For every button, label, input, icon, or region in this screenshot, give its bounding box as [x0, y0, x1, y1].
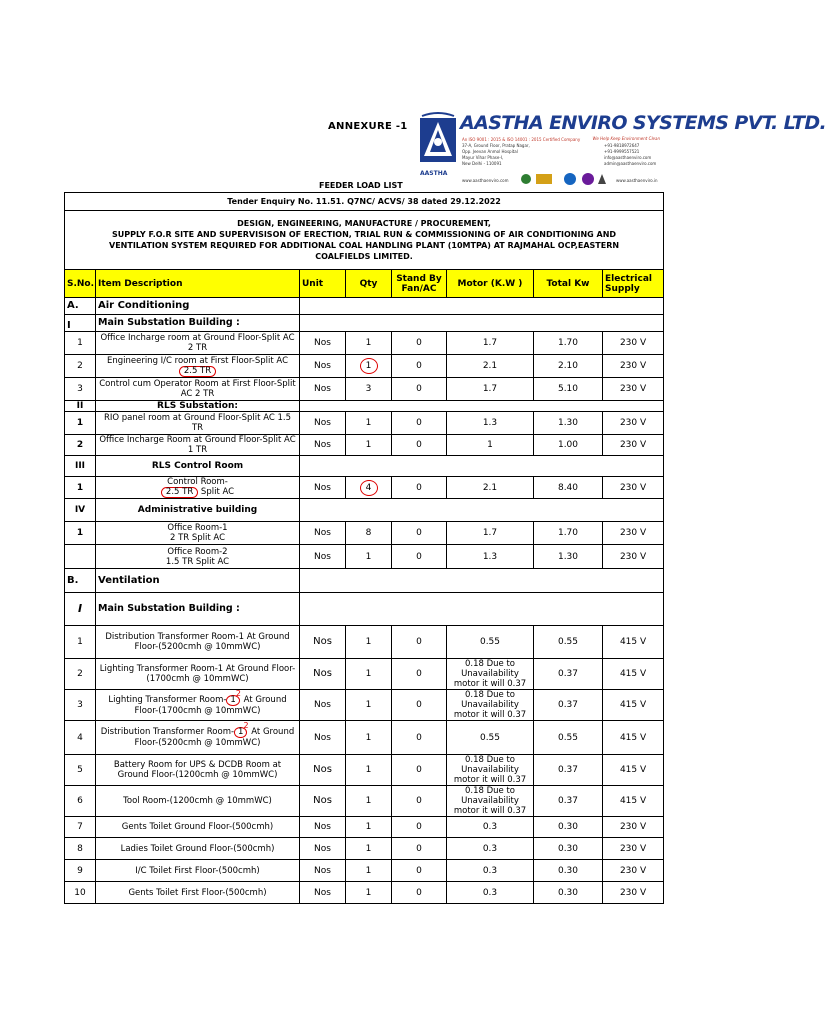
row-electrical-supply: 230 V	[603, 412, 664, 435]
row-electrical-supply: 230 V	[603, 332, 664, 355]
row-sno: 8	[65, 838, 96, 860]
qty-value: 1	[365, 637, 372, 647]
section-label: Main Substation Building :	[96, 315, 300, 332]
row-motor: 1.3	[447, 545, 534, 569]
qty-value: 1	[365, 865, 372, 876]
row-sno: 9	[65, 860, 96, 882]
row-electrical-supply: 415 V	[603, 721, 664, 755]
tender-enquiry: Tender Enquiry No. 11.51. Q7NC/ ACVS/ 38 dated 29.12.2022	[65, 193, 664, 211]
description-text-end: At Ground Floor-(5200cmh @ 10mmWC)	[134, 727, 295, 748]
row-total-kw: 8.40	[534, 477, 603, 499]
row-total-kw: 1.00	[534, 435, 603, 456]
table-row	[65, 817, 664, 838]
row-description	[96, 882, 300, 904]
description-text-end: At Ground Floor-(1700cmh @ 10mmWC)	[134, 694, 287, 716]
tender-row	[65, 193, 664, 211]
row-description	[96, 817, 300, 838]
row-unit: Nos	[300, 522, 346, 545]
section-label: Main Substation Building :	[96, 593, 300, 626]
row-unit: Nos	[300, 477, 346, 499]
company-address: 37-A, Ground Floor, Pratap Nagar, Opp. Jeevan Anmol Hospital Mayur Vihar Phase-I, New Delhi - 110091	[462, 143, 530, 166]
row-qty	[346, 838, 392, 860]
row-unit: Nos	[300, 378, 346, 401]
row-sno: 1	[65, 522, 96, 545]
feeder-title: FEEDER LOAD LIST	[319, 181, 403, 190]
row-unit: Nos	[300, 721, 346, 755]
row-sno: 2	[65, 355, 96, 378]
row-sno: 2	[65, 659, 96, 690]
company-emblem-icon	[418, 112, 458, 174]
certification-text: An ISO 9001 : 2015 & ISO 14001 : 2015 Certified Company	[462, 137, 581, 142]
row-standby: 0	[392, 755, 447, 786]
row-total-kw: 2.10	[534, 355, 603, 378]
title-line: DESIGN, ENGINEERING, MANUFACTURE / PROCUREMENT,	[237, 219, 491, 228]
row-standby: 0	[392, 690, 447, 721]
row-motor: 1	[447, 435, 534, 456]
col-total-kw: Total Kw	[534, 270, 603, 298]
description-text: Lighting Transformer Room-	[108, 694, 227, 705]
row-unit: Nos	[300, 690, 346, 721]
row-description	[96, 545, 300, 569]
row-description	[96, 332, 300, 355]
row-qty	[346, 786, 392, 817]
row-total-kw: 0.37	[534, 755, 603, 786]
row-sno: 1	[65, 477, 96, 499]
row-total-kw: 0.30	[534, 817, 603, 838]
row-standby: 0	[392, 882, 447, 904]
row-motor: 0.3	[447, 882, 534, 904]
col-sno: S.No.	[65, 270, 96, 298]
row-sno: 4	[65, 721, 96, 755]
row-standby: 0	[392, 355, 447, 378]
description-text: I/C Toilet First Floor-(500cmh)	[135, 865, 260, 876]
company-name: AASTHA ENVIRO SYSTEMS PVT. LTD.	[460, 112, 826, 134]
table-row	[65, 355, 664, 378]
row-qty	[346, 412, 392, 435]
row-motor: 2.1	[447, 477, 534, 499]
row-description	[96, 412, 300, 435]
description-text: Lighting Transformer Room-1 At Ground Floor-(1700cmh @ 10mmWC)	[99, 664, 296, 684]
description-text: Control Room-	[167, 477, 228, 487]
row-motor: 0.18 Due to Unavailability motor it will 0.37	[447, 755, 534, 786]
description-text: Engineering I/C room at First Floor-Split AC	[106, 355, 289, 366]
row-unit: Nos	[300, 412, 346, 435]
row-sno: 3	[65, 378, 96, 401]
row-description	[96, 355, 300, 378]
section-number: B.	[65, 569, 96, 593]
row-qty	[346, 355, 392, 378]
table-row	[65, 412, 664, 435]
description-text: Distribution Transformer Room-	[100, 727, 235, 737]
red-circled-mark: 2.5 TR	[179, 366, 216, 377]
row-description	[96, 477, 300, 499]
row-description	[96, 522, 300, 545]
row-qty	[346, 860, 392, 882]
row-total-kw: 1.30	[534, 412, 603, 435]
section-row	[65, 401, 664, 412]
title-line: VENTILATION SYSTEM REQUIRED FOR ADDITIONAL COAL HANDLING PLANT (10MTPA) AT RAJMAHAL OCP,EASTERN	[109, 241, 620, 250]
row-motor: 0.18 Due to Unavailability motor it will 0.37	[447, 690, 534, 721]
slogan-text: We Help Keep Environment Clean	[592, 136, 660, 141]
description-text: Office Incharge Room at Ground Floor-Split AC 1 TR	[99, 435, 296, 455]
row-motor: 0.55	[447, 626, 534, 659]
section-label: RLS Substation:	[96, 401, 300, 412]
row-standby: 0	[392, 860, 447, 882]
row-electrical-supply: 230 V	[603, 522, 664, 545]
annexure-label: ANNEXURE -1	[328, 121, 408, 132]
row-unit: Nos	[300, 332, 346, 355]
row-standby: 0	[392, 545, 447, 569]
qty-value: 1	[365, 887, 372, 898]
row-standby: 0	[392, 721, 447, 755]
row-description	[96, 378, 300, 401]
section-filler	[300, 569, 664, 593]
section-number: III	[65, 456, 96, 477]
row-electrical-supply: 230 V	[603, 860, 664, 882]
row-motor: 0.18 Due to Unavailability motor it will 0.37	[447, 659, 534, 690]
section-row	[65, 315, 664, 332]
row-total-kw: 0.55	[534, 721, 603, 755]
row-qty	[346, 817, 392, 838]
row-unit: Nos	[300, 355, 346, 378]
row-total-kw: 0.30	[534, 838, 603, 860]
website-right[interactable]: www.aasthaenviro.in	[616, 178, 658, 183]
row-electrical-supply: 230 V	[603, 882, 664, 904]
description-text: Office Room-2 1.5 TR Split AC	[165, 546, 230, 567]
row-standby: 0	[392, 786, 447, 817]
row-sno: 1	[65, 412, 96, 435]
brand-text: AASTHA	[420, 170, 448, 177]
row-description	[96, 435, 300, 456]
row-electrical-supply: 415 V	[603, 659, 664, 690]
row-motor: 2.1	[447, 355, 534, 378]
row-sno: 6	[65, 786, 96, 817]
row-electrical-supply: 230 V	[603, 477, 664, 499]
section-number: II	[65, 401, 96, 412]
section-number: I	[65, 593, 96, 626]
row-description	[96, 786, 300, 817]
row-sno: 5	[65, 755, 96, 786]
section-filler	[300, 593, 664, 626]
feeder-load-table	[64, 192, 664, 904]
section-label: Ventilation	[96, 569, 300, 593]
row-sno: 1	[65, 332, 96, 355]
row-unit: Nos	[300, 882, 346, 904]
description-text: Office Incharge room at Ground Floor-Split AC 2 TR	[100, 333, 295, 353]
title-line: COALFIELDS LIMITED.	[315, 252, 413, 261]
row-total-kw: 0.30	[534, 860, 603, 882]
section-filler	[300, 315, 664, 332]
row-standby: 0	[392, 477, 447, 499]
row-sno	[65, 545, 96, 569]
row-description	[96, 690, 300, 721]
row-qty	[346, 477, 392, 499]
section-filler	[300, 456, 664, 477]
row-qty	[346, 721, 392, 755]
row-total-kw: 5.10	[534, 378, 603, 401]
qty-value: 1	[365, 551, 372, 562]
row-total-kw: 1.70	[534, 332, 603, 355]
table-row	[65, 626, 664, 659]
row-electrical-supply: 230 V	[603, 817, 664, 838]
row-qty	[346, 755, 392, 786]
col-item-description: Item Description	[96, 270, 300, 298]
description-text: RIO panel room at Ground Floor-Split AC 1.5 TR	[103, 413, 292, 433]
section-filler	[300, 298, 664, 315]
description-text-end: Split AC	[198, 487, 235, 497]
row-unit: Nos	[300, 786, 346, 817]
row-sno: 1	[65, 626, 96, 659]
row-qty	[346, 882, 392, 904]
row-motor: 1.7	[447, 522, 534, 545]
table-row	[65, 786, 664, 817]
row-unit: Nos	[300, 435, 346, 456]
row-qty	[346, 659, 392, 690]
table-row	[65, 435, 664, 456]
row-standby: 0	[392, 659, 447, 690]
row-sno: 2	[65, 435, 96, 456]
row-total-kw: 1.70	[534, 522, 603, 545]
row-motor: 0.55	[447, 721, 534, 755]
section-number: I	[65, 315, 96, 332]
website-left[interactable]: www.aasthaenviro.com	[462, 178, 509, 183]
row-description	[96, 755, 300, 786]
col-unit: Unit	[300, 270, 346, 298]
row-electrical-supply: 415 V	[603, 755, 664, 786]
row-total-kw: 0.30	[534, 882, 603, 904]
row-unit: Nos	[300, 860, 346, 882]
description-text: Battery Room for UPS & DCDB Room at Ground Floor-(1200cmh @ 10mmWC)	[113, 760, 282, 780]
row-total-kw: 0.37	[534, 659, 603, 690]
section-filler	[300, 401, 664, 412]
section-row	[65, 298, 664, 315]
row-qty	[346, 626, 392, 659]
row-electrical-supply: 230 V	[603, 545, 664, 569]
table-row	[65, 721, 664, 755]
qty-value: 1	[365, 669, 372, 679]
description-text: Ladies Toilet Ground Floor-(500cmh)	[120, 843, 275, 854]
qty-value: 1	[365, 796, 372, 806]
col-motor: Motor (K.W )	[447, 270, 534, 298]
qty-value: 1	[365, 843, 372, 854]
row-standby: 0	[392, 838, 447, 860]
row-unit: Nos	[300, 545, 346, 569]
red-circled-mark: 2.5 TR	[161, 487, 198, 498]
row-electrical-supply: 415 V	[603, 626, 664, 659]
row-electrical-supply: 230 V	[603, 435, 664, 456]
row-sno: 10	[65, 882, 96, 904]
description-text: Gents Toilet First Floor-(500cmh)	[128, 887, 267, 898]
row-electrical-supply: 230 V	[603, 355, 664, 378]
table-row	[65, 690, 664, 721]
section-row	[65, 499, 664, 522]
red-correction-mark: 2	[235, 688, 241, 698]
section-label: RLS Control Room	[96, 456, 300, 477]
row-total-kw: 0.37	[534, 690, 603, 721]
qty-value: 1	[360, 358, 378, 374]
section-row	[65, 569, 664, 593]
description-text: Distribution Transformer Room-1 At Ground Floor-(5200cmh @ 10mmWC)	[105, 632, 290, 652]
section-row	[65, 593, 664, 626]
company-logo-block	[418, 112, 826, 192]
row-standby: 0	[392, 817, 447, 838]
row-total-kw: 0.37	[534, 786, 603, 817]
row-motor: 1.7	[447, 378, 534, 401]
section-number: A.	[65, 298, 96, 315]
row-unit: Nos	[300, 659, 346, 690]
row-description	[96, 626, 300, 659]
red-circled-number: 1	[234, 727, 247, 738]
section-filler	[300, 499, 664, 522]
row-unit: Nos	[300, 755, 346, 786]
row-qty	[346, 378, 392, 401]
qty-value: 1	[365, 338, 372, 348]
col-electrical-supply: Electrical Supply	[603, 270, 664, 298]
description-text: Tool Room-(1200cmh @ 10mmWC)	[123, 796, 272, 806]
section-label: Air Conditioning	[96, 298, 300, 315]
row-motor: 1.7	[447, 332, 534, 355]
row-unit: Nos	[300, 626, 346, 659]
qty-value: 3	[365, 384, 372, 394]
table-row	[65, 882, 664, 904]
description-text: Gents Toilet Ground Floor-(500cmh)	[121, 822, 274, 832]
qty-value: 1	[365, 418, 372, 428]
table-row	[65, 860, 664, 882]
table-row	[65, 477, 664, 499]
row-electrical-supply: 415 V	[603, 690, 664, 721]
row-standby: 0	[392, 378, 447, 401]
qty-value: 1	[365, 732, 372, 743]
description-text: Office Room-1 2 TR Split AC	[167, 523, 228, 543]
title-line: SUPPLY F.O.R SITE AND SUPERVISISON OF ERECTION, TRIAL RUN & COMMISSIONING OF AIR CONDITIONING AND	[112, 230, 617, 239]
row-qty	[346, 522, 392, 545]
row-qty	[346, 435, 392, 456]
row-unit: Nos	[300, 838, 346, 860]
table-row	[65, 332, 664, 355]
row-standby: 0	[392, 332, 447, 355]
col-standby: Stand By Fan/AC	[392, 270, 447, 298]
row-motor: 1.3	[447, 412, 534, 435]
row-electrical-supply: 230 V	[603, 838, 664, 860]
qty-value: 1	[365, 765, 372, 775]
project-title	[65, 211, 664, 270]
row-motor: 0.3	[447, 817, 534, 838]
table-row	[65, 755, 664, 786]
red-circled-number: 1	[226, 695, 239, 706]
qty-value: 1	[365, 822, 372, 832]
col-qty: Qty	[346, 270, 392, 298]
column-header-row	[65, 270, 664, 298]
table-row	[65, 838, 664, 860]
row-total-kw: 0.55	[534, 626, 603, 659]
row-standby: 0	[392, 626, 447, 659]
row-total-kw: 1.30	[534, 545, 603, 569]
row-electrical-supply: 415 V	[603, 786, 664, 817]
row-sno: 7	[65, 817, 96, 838]
qty-value: 8	[365, 528, 372, 538]
row-qty	[346, 690, 392, 721]
table-row	[65, 522, 664, 545]
row-description	[96, 721, 300, 755]
row-description	[96, 659, 300, 690]
table-row	[65, 378, 664, 401]
company-contact: +91-9818972647 +91-9999557521 info@aasthaenviro.com admin@aasthaenviro.com	[604, 143, 657, 166]
row-sno: 3	[65, 690, 96, 721]
row-description	[96, 838, 300, 860]
row-motor: 0.3	[447, 860, 534, 882]
section-label: Administrative building	[96, 499, 300, 522]
row-motor: 0.3	[447, 838, 534, 860]
certification-marks-icon	[518, 172, 608, 186]
row-standby: 0	[392, 412, 447, 435]
project-title-row	[65, 211, 664, 270]
row-electrical-supply: 230 V	[603, 378, 664, 401]
row-qty	[346, 332, 392, 355]
description-text: Control cum Operator Room at First Floor-Split AC 2 TR	[99, 379, 296, 399]
section-row	[65, 456, 664, 477]
row-standby: 0	[392, 435, 447, 456]
qty-value: 4	[360, 480, 378, 496]
row-description	[96, 860, 300, 882]
section-number: IV	[65, 499, 96, 522]
qty-value: 1	[365, 700, 372, 710]
row-unit: Nos	[300, 817, 346, 838]
row-qty	[346, 545, 392, 569]
qty-value: 1	[365, 440, 372, 450]
table-row	[65, 659, 664, 690]
table-row	[65, 545, 664, 569]
row-motor: 0.18 Due to Unavailability motor it will 0.37	[447, 786, 534, 817]
red-correction-mark: 2	[243, 721, 249, 730]
row-standby: 0	[392, 522, 447, 545]
